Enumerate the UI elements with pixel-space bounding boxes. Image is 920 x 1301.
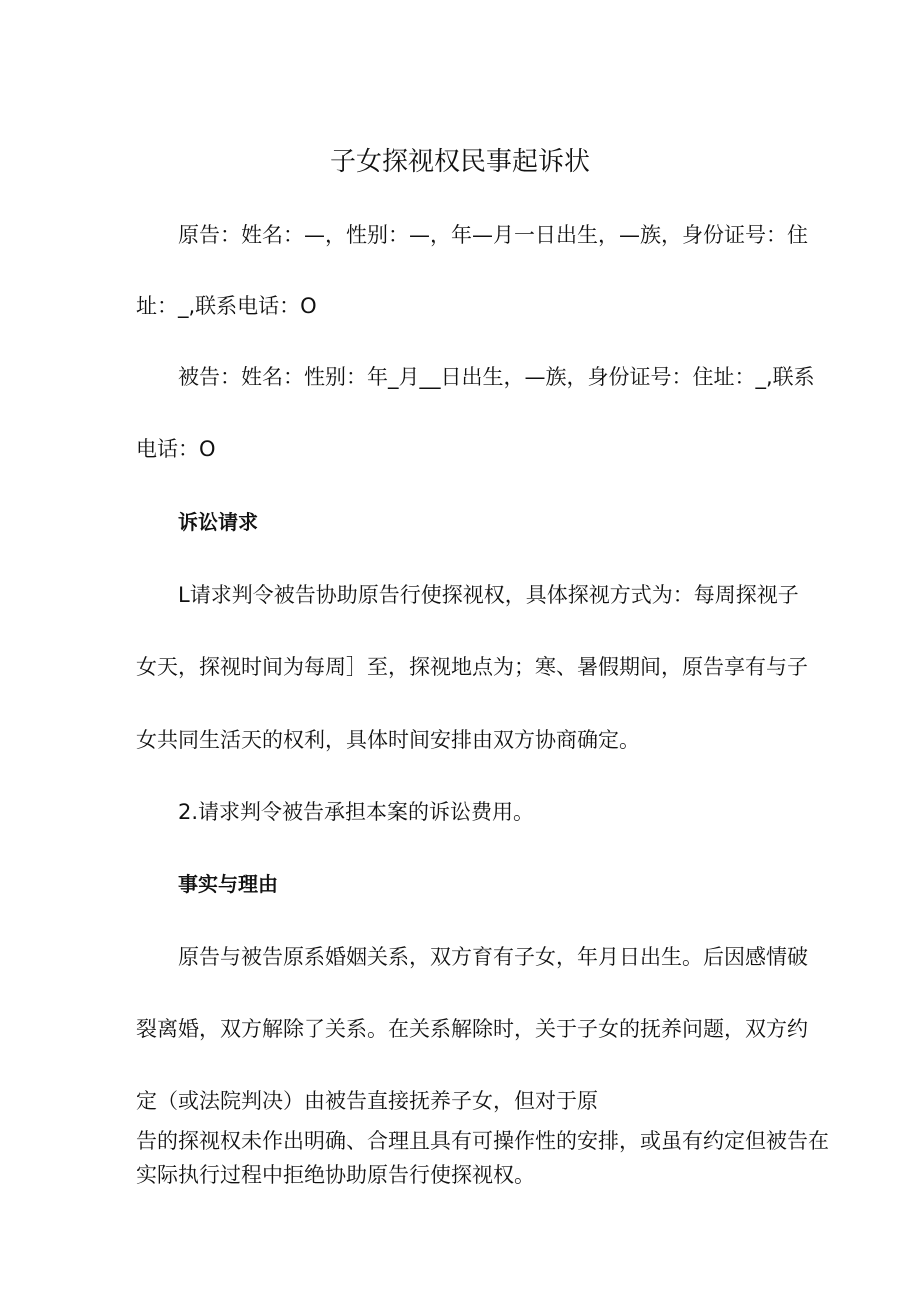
facts-line-3: 定（或法院判决）由被告直接抚养子女，但对于原 [136,1089,598,1113]
claim-1-line-2: 女天，探视时间为每周］至，探视地点为；寒、暑假期间，原告享有与子 [136,655,808,679]
facts-line-4: 告的探视权未作出明确、合理且具有可操作性的安排，或虽有约定但被告在 [136,1129,829,1153]
plaintiff-line-2: 址：_,联系电话：O [136,294,317,318]
claims-heading: 诉讼请求 [178,510,258,534]
claim-1-line-1: L请求判令被告协助原告行使探视权，具体探视方式为：每周探视子 [178,583,799,607]
defendant-line-1: 被告：姓名：性别：年_月__日出生，—族，身份证号：住址：_,联系 [178,365,815,389]
document-title: 子女探视权民事起诉状 [329,147,590,177]
claim-1-line-3: 女共同生活天的权利，具体时间安排由双方协商确定。 [136,728,640,752]
facts-line-2: 裂离婚，双方解除了关系。在关系解除时，关于子女的抚养问题，双方约 [136,1017,808,1041]
plaintiff-line-1: 原告：姓名：—，性别：—，年—月一日出生，—族，身份证号：住 [178,223,808,247]
facts-line-1: 原告与被告原系婚姻关系，双方育有子女，年月日出生。后因感情破 [178,945,808,969]
facts-line-5: 实际执行过程中拒绝协助原告行使探视权。 [136,1163,535,1187]
claim-2: 2.请求判令被告承担本案的诉讼费用。 [178,800,535,824]
facts-heading: 事实与理由 [178,872,278,896]
defendant-line-2: 电话：O [136,437,216,461]
